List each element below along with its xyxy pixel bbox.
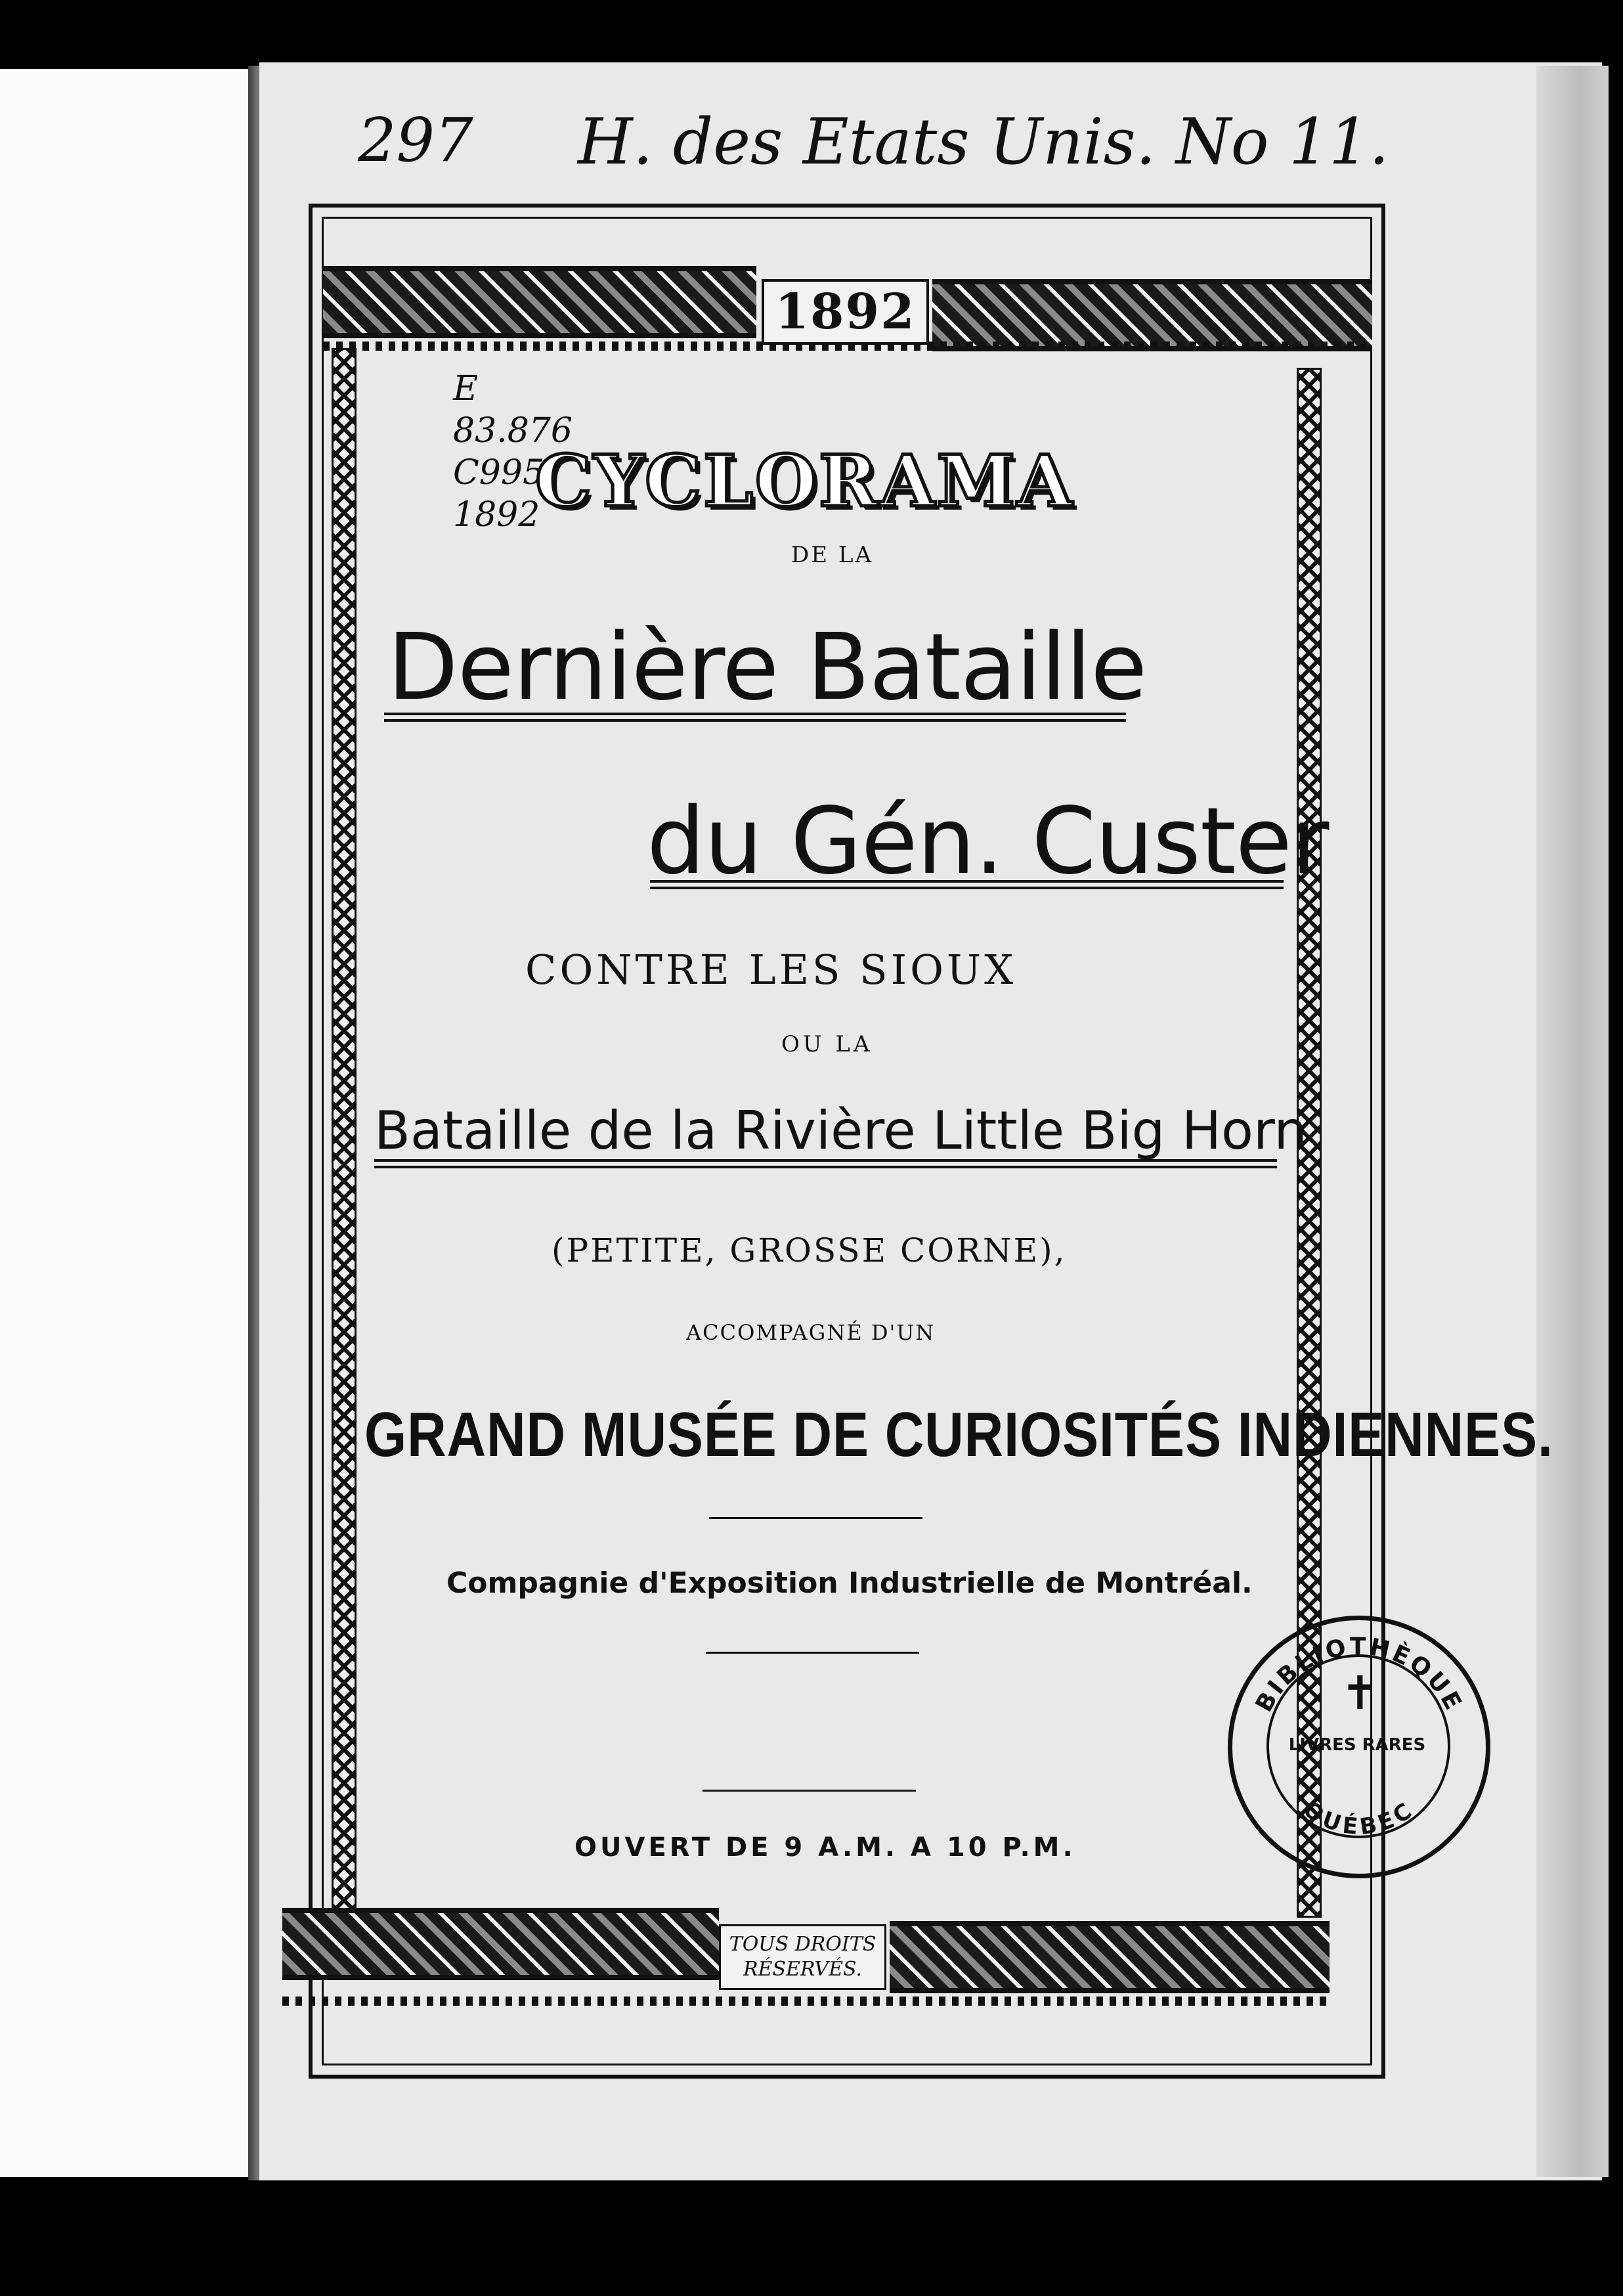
ornament-strip-left [332,348,357,1911]
double-rule [650,880,1284,889]
divider [709,1517,922,1519]
rights-line: TOUS DROITS [729,1933,876,1956]
year-label: 1892 [762,279,929,345]
call-number-line: E [453,369,478,408]
rights-notice [719,1924,886,1990]
connector-de-la: DE LA [791,542,874,568]
call-number-line: 83.876 [453,411,573,451]
stamp-middle-text: LIVRES RARES [1288,1735,1426,1755]
handwritten-series: H. des Etats Unis. No 11. [578,105,1389,179]
call-number-line: C995 [453,453,545,493]
page-edge [1536,66,1609,2177]
subtitle-contre-les-sioux: CONTRE LES SIOUX [525,946,1017,994]
ornament-fringe-bottom [282,1997,1330,2006]
library-stamp [1228,1616,1490,1878]
publisher-line: Compagnie d'Exposition Industrielle de Montréal. [446,1566,1253,1600]
stamp-cross-icon: ✝ [1341,1666,1379,1720]
facing-blank-page [0,69,253,2177]
double-rule [384,713,1126,722]
connector-ou-la: OU LA [781,1031,873,1057]
call-number-line: 1892 [453,495,540,535]
stamp-top-text: BIBLIOTHÈQUE [1250,1633,1468,1717]
ornament-band-bottom-right [890,1921,1330,1993]
handwritten-number: 297 [358,105,473,175]
title-cyclorama: CYCLORAMA [535,440,1075,523]
divider [706,1652,919,1654]
divider [703,1790,916,1792]
ornament-band-top-left [323,266,756,338]
rights-line: RÉSERVÉS. [743,1958,863,1981]
ornament-band-top-right [932,279,1372,351]
opening-hours: OUVERT DE 9 A.M. A 10 P.M. [574,1832,1076,1863]
subtitle-little-big-horn: Bataille de la Rivière Little Big Horn [374,1100,1308,1161]
svg-text:QUÉBEC [1298,1796,1419,1841]
subtitle-grand-musee: GRAND MUSÉE DE CURIOSITÉS INDIENNES. [364,1400,1553,1470]
double-rule [374,1159,1277,1168]
connector-accompagne: ACCOMPAGNÉ D'UN [686,1320,936,1345]
subtitle-petite-grosse-corne: (PETITE, GROSSE CORNE), [552,1231,1067,1269]
stamp-bottom-text: QUÉBEC [1298,1796,1420,1841]
title-du-gen-custer: du Gén. Custer [647,788,1329,895]
ornament-band-bottom-left [282,1908,719,1980]
title-derniere-bataille: Dernière Bataille [387,614,1147,721]
